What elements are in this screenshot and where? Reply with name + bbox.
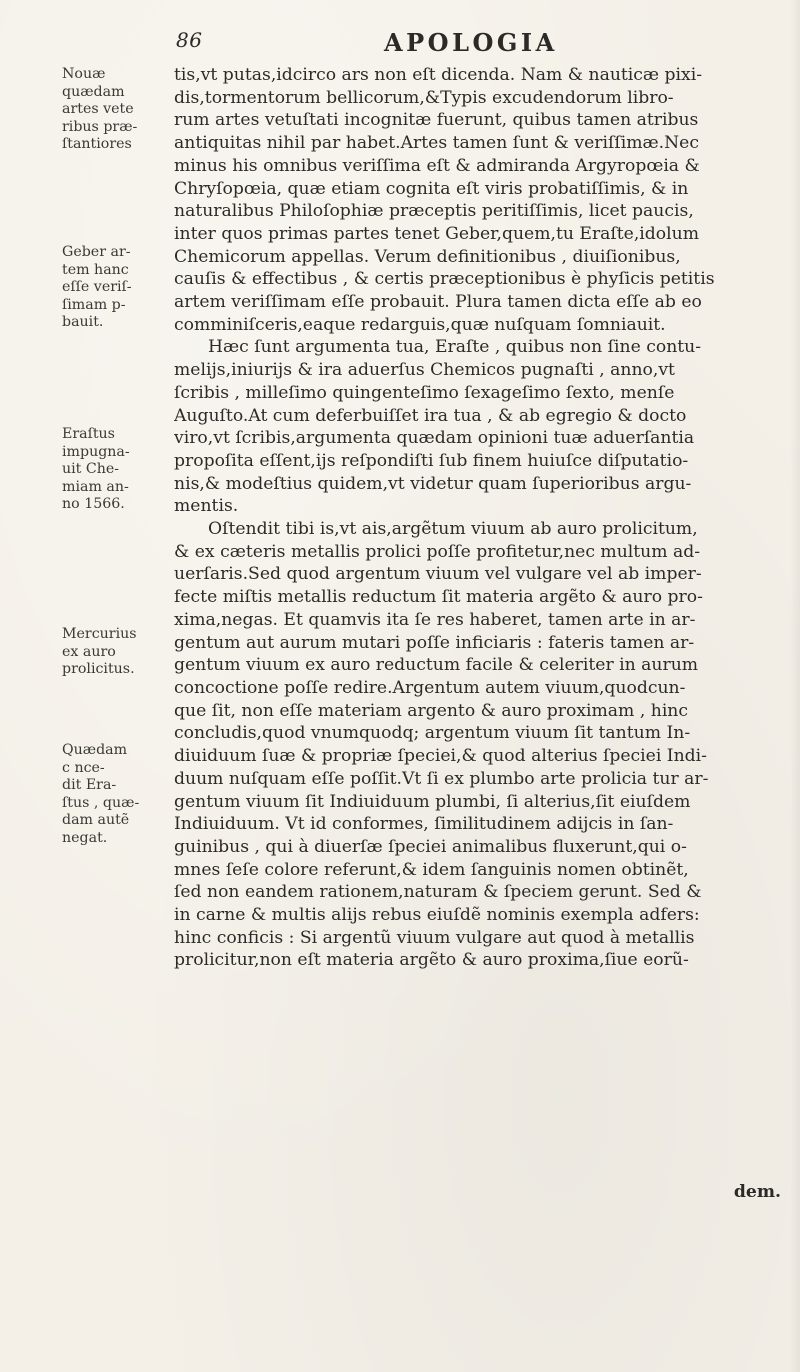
text-line: viro,vt ſcribis,argumenta quædam opinioni tuæ aduerſantia [174,428,695,449]
text-line: mentis. [174,496,239,517]
margin-note-line: negat. [62,829,108,846]
margin-note-line: artes vete [62,101,134,118]
text-line: gentum viuum ex auro reductum facile & celeriter in aurum [174,655,699,676]
margin-note-line: ſtus , quæ- [62,794,140,811]
margin-note-line: Mercurius [62,626,137,642]
text-line: Indiuiduum. Vt id conformes, ſimilitudinem adijcis in ſan- [174,814,674,835]
margin-note-line: ex auro [62,643,116,660]
margin-note-line: miam an- [62,478,129,495]
text-line: dis,tormentorum bellicorum,&Typis excudendorum libro- [174,87,674,108]
paragraph-start-line: Hæc ſunt argumenta tua, Eraſte , quibus non ſine contu- [208,337,702,358]
text-line: tis,vt putas,idcirco ars non eſt dicenda. Nam & nauticæ pixi- [174,65,703,85]
margin-note [62,426,167,514]
text-line: concoctione poſſe redire.Argentum autem viuum,quodcun- [174,677,686,698]
margin-note-line: ſimam p- [62,296,126,313]
margin-note [62,742,167,848]
margin-note-line: Nouæ [62,66,106,82]
text-line: rum artes vetuſtati incognitæ fuerunt, quibus tamen atribus [174,110,699,131]
text-line: ſcribis , milleſimo quingenteſimo ſexageſimo ſexto, menſe [174,382,675,403]
text-line: in carne & multis alijs rebus eiuſdẽ nominis exempla adfers: [174,905,700,926]
page-number: 86 [176,28,203,52]
margin-note-line: no 1566. [62,496,125,513]
margin-notes [0,0,170,1372]
text-line: minus his omnibus veriſſima eſt & admiranda Argyropœia & [174,155,700,176]
margin-note-line: c nce- [62,759,105,776]
margin-note-line: Quædam [62,742,128,758]
text-line: antiquitas nihil par habet.Artes tamen ſunt & veriſſimæ.Nec [174,133,699,154]
running-head: APOLOGIA [384,28,558,57]
page-edge-shadow [790,0,800,1372]
text-line: propoſita eſſent,ijs reſpondiſti ſub finem huiuſce diſputatio- [174,450,689,471]
text-line: uerſaris.Sed quod argentum viuum vel vulgare vel ab imper- [174,564,702,585]
text-line: concludis,quod vnumquodq; argentum viuum ſit tantum In- [174,723,691,744]
margin-note [62,66,167,154]
text-line: Chryſopœia, quæ etiam cognita eſt viris probatiſſimis, & in [174,178,689,199]
text-line: cauſis & effectibus , & certis præceptionibus è phyſicis petitis [174,269,715,290]
margin-note-line: Eraſtus [62,426,115,442]
text-line: xima,negas. Et quamvis ita ſe res haberet, tamen arte in ar- [174,609,696,630]
text-line: fecte miſtis metallis reductum ſit materia argẽto & auro pro- [174,587,703,608]
margin-note [62,626,167,679]
margin-note-line: dit Era- [62,777,117,794]
text-line: artem veriſſimam eſſe probauit. Plura tamen dicta eſſe ab eo [174,292,702,313]
text-line: que ſit, non eſſe materiam argento & auro proximam , hinc [174,700,689,721]
main-text-block [174,64,791,972]
margin-note-line: ſtantiores [62,136,132,153]
text-line: Chemicorum appellas. Verum definitionibus , diuiſionibus, [174,246,681,267]
margin-note-line: impugna- [62,443,130,460]
text-line: duum nuſquam eſſe poſſit.Vt ſi ex plumbo arte prolicia tur ar- [174,768,709,789]
text-line: nis,& modeſtius quidem,vt videtur quam ſuperioribus argu- [174,473,692,494]
text-line: prolicitur,non eſt materia argẽto & auro proxima,ſiue eorũ- [174,950,689,971]
catchword: dem. [733,1182,781,1202]
margin-note-line: prolicitus. [62,661,135,678]
text-line: diuiduum ſuæ & propriæ ſpeciei,& quod alterius ſpeciei Indi- [174,746,707,767]
margin-note-line: quædam [62,83,125,100]
text-line: melijs,iniurijs & ira aduerſus Chemicos pugnaſti , anno,vt [174,360,675,381]
text-line: comminiſceris,eaque redarguis,quæ nuſquam ſomniauit. [174,314,666,335]
margin-note-line: dam autẽ [62,812,130,829]
margin-note [62,244,167,332]
margin-note-line: uit Che- [62,461,120,478]
text-line: gentum aut aurum mutari poſſe inficiaris : fateris tamen ar- [174,632,695,653]
text-line: naturalibus Philoſophiæ præceptis peritiſſimis, licet paucis, [174,201,694,222]
margin-note-line: tem hanc [62,261,129,278]
margin-note-line: Geber ar- [62,244,131,260]
margin-note-line: ribus præ- [62,118,138,135]
text-line: mnes ſeſe colore referunt,& idem ſanguinis nomen obtinẽt, [174,859,689,880]
text-line: ſed non eandem rationem,naturam & ſpeciem gerunt. Sed & [174,882,702,903]
margin-note-line: bauit. [62,314,104,331]
text-line: guinibus , qui à diuerſæ ſpeciei animalibus fluxerunt,qui o- [174,836,687,857]
paragraph-start-line: Oſtendit tibi is,vt ais,argẽtum viuum ab auro prolicitum, [208,519,698,540]
text-line: gentum viuum ſit Indiuiduum plumbi, ſi alterius,ſit eiuſdem [174,791,691,812]
text-line: Auguſto.At cum deferbuiſſet ira tua , & ab egregio & docto [174,405,687,426]
text-line: hinc conficis : Si argentũ viuum vulgare aut quod à metallis [174,927,695,948]
margin-note-line: eſſe veriſ- [62,279,132,296]
text-line: & ex cæteris metallis prolici poſſe profitetur,nec multum ad- [174,541,701,562]
text-line: inter quos primas partes tenet Geber,quem,tu Eraſte,idolum [174,223,700,244]
